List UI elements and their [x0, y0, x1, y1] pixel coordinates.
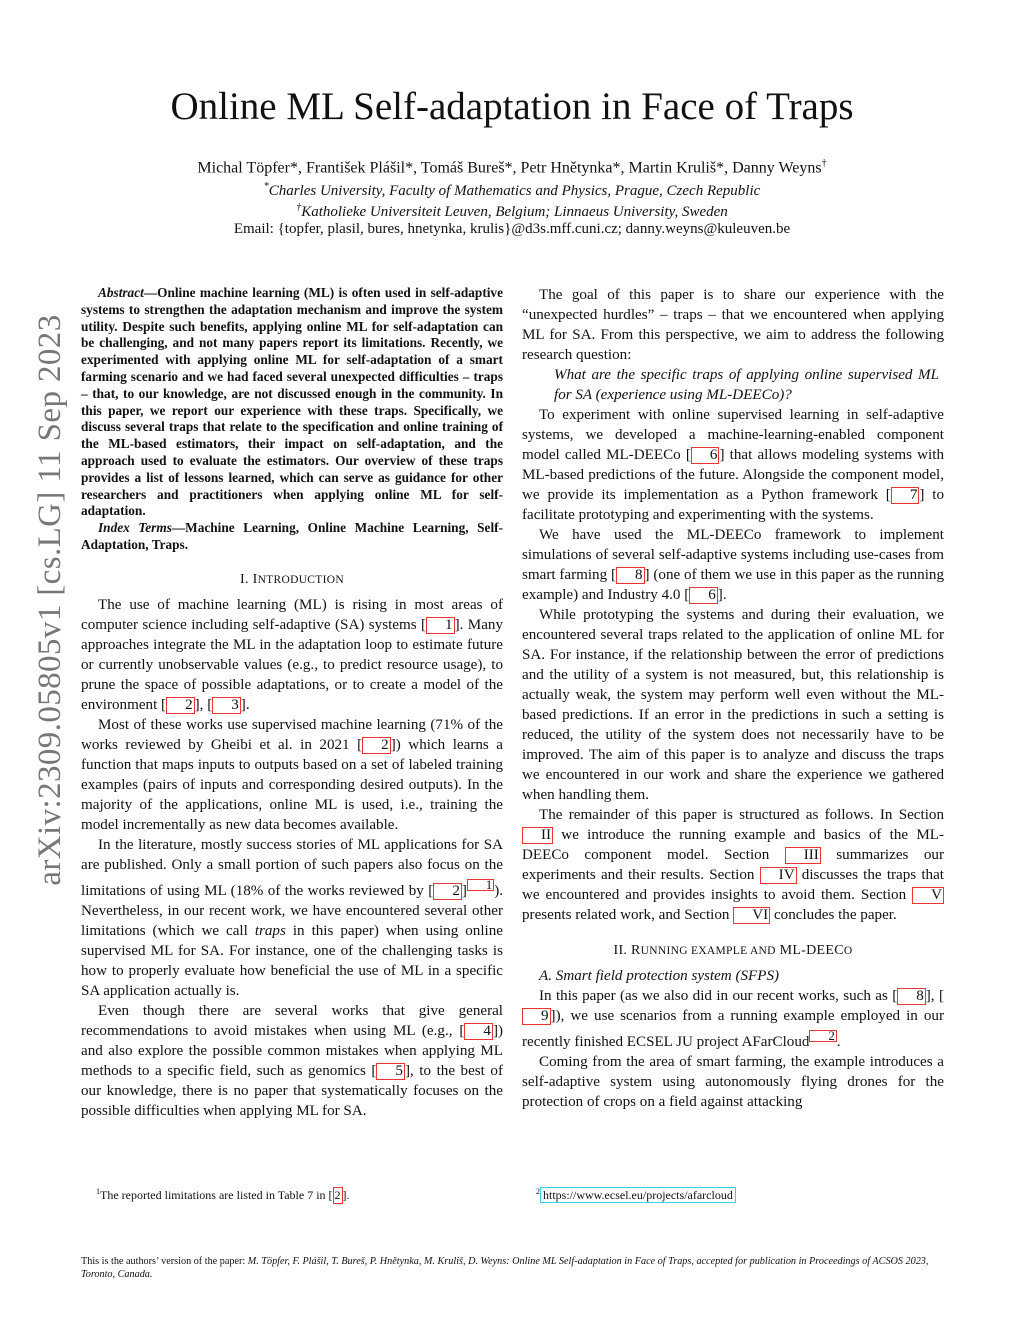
abstract: [81, 285, 503, 520]
citation-link[interactable]: 5: [376, 1063, 405, 1080]
citation-link[interactable]: 1: [426, 617, 455, 634]
text-run: discusses the traps that we encountered and provides insights to avoid them. Section: [522, 867, 944, 903]
author-emails: Email: {topfer, plasil, bures, hnetynka, krulis}@d3s.mff.cuni.cz; danny.weyns@kuleuven.be: [233, 221, 791, 237]
affiliation-2-mark: †: [296, 202, 302, 213]
citation-link[interactable]: 2: [433, 883, 462, 900]
text-run: ]. Many approaches integrate the ML in the adaptation loop to estimate future or currently unobservable values (e.g., to predict resource usage), to prune the space of possible adaptations, or to create a model of the environment [: [81, 616, 504, 713]
intro-paragraph-4: [81, 1001, 503, 1121]
text-run: ]) which learns a function that maps inputs to outputs based on a set of labeled training examples (pairs of inputs and corresponding desired outputs). In the majority of the applications, online ML is used, i.e., training the model incrementally as new data becomes available.: [81, 736, 503, 833]
text-run: The use of machine learning (ML) is rising in most areas of computer science including self-adaptive (SA) systems [: [81, 596, 503, 633]
note-lead: This is the authors’ version of the paper:: [81, 1256, 248, 1267]
text-run: .: [836, 1034, 841, 1051]
author-names: Michal Töpfer*, František Plášil*, Tomáš Bureš*, Petr Hnětynka*, Martin Kruliš*, Danny Weyns: [197, 159, 822, 177]
index-terms: [81, 520, 503, 554]
right-paragraph-4: While prototyping the systems and during their evaluation, we encountered several traps related to the application of online ML for SA. For instance, if the relationship between the error of predictions and the utility of a system is not measured, but, this relationship is actually weak, the system may perform well even without the ML-based predictions. If an error in the predictions in such a setting is reduced, the utility of the system does not necessarily have to be improved. The aim of this paper is to analyze and discuss the traps we encountered in our work and share the experience we gathered when handling them.: [522, 607, 944, 803]
citation-link[interactable]: 4: [464, 1023, 493, 1040]
footnote-link[interactable]: 1: [467, 879, 494, 891]
author-dagger: †: [821, 158, 827, 169]
intro-paragraph-3: In the literature, mostly success stories of ML applications for SA are published. Only a small portion of such papers also focus on the limitations of using ML (18% of the works reviewed by [ 2 ] $^1$ ). Nevertheless, in our recent work, we have encountered several other limitations (which we call traps in this paper) when using online supervised ML for SA. For instance, one of the challenging tasks is how to properly evaluate how beneficial the use of ML in a specific SA application actually is.: [81, 836, 503, 999]
footnote-1-mark: 1: [96, 1187, 100, 1196]
section-heading-running-example: [522, 941, 944, 961]
research-question: What are the specific traps of applying online supervised ML for SA (experience using ML-DEECo)?: [554, 367, 939, 403]
text-run: ] to facilitate prototyping and experimenting with the systems.: [522, 487, 944, 523]
right-paragraph-5: [522, 805, 944, 925]
index-terms-text: —Machine Learning, Online Machine Learning, Self-Adaptation, Traps.: [81, 520, 503, 552]
section-2-title-b: ML-DEEC: [775, 943, 844, 958]
section-1-title: NTRODUCTION: [257, 573, 344, 586]
right-paragraph-3: [522, 525, 944, 605]
text-run: ], to the best of our knowledge, there is no paper that systematically focuses on the possible difficulties when applying ML for SA.: [81, 1062, 503, 1119]
footnote-link[interactable]: 2: [809, 1030, 836, 1042]
arxiv-identifier-text: arXiv:2309.05805v1 [cs.LG] 11 Sep 2023: [32, 314, 68, 886]
text-run: presents related work, and Section: [522, 907, 734, 923]
section-2-title-a: UNNING EXAMPLE AND: [640, 945, 776, 957]
citation-link[interactable]: 6: [691, 447, 720, 464]
text-run: we introduce the running example and basics of the ML-DEECo component model. Section: [522, 827, 944, 863]
citation-link[interactable]: 6: [689, 587, 718, 604]
section-link[interactable]: III: [785, 847, 821, 864]
index-terms-label: Index Terms: [98, 520, 172, 536]
text-run: ] (one of them we use in this paper as the running example) and Industry 4.0 [: [522, 567, 944, 603]
right-paragraph-7: Coming from the area of smart farming, the example introduces a self-adaptive system using autonomously flying drones for the protection of crops on a field against attacking: [522, 1054, 944, 1111]
authors-version-note: [81, 1255, 943, 1281]
text-run: ], [: [194, 696, 213, 713]
text-run: The remainder of this paper is structured as follows. In Section: [539, 807, 944, 823]
section-2-number: II. R: [613, 943, 641, 958]
footnote-1-end: ].: [342, 1188, 350, 1202]
affiliation-1-text: Charles University, Faculty of Mathematics and Physics, Prague, Czech Republic: [268, 183, 761, 199]
text-run: We have used the ML-DEECo framework to implement simulations of several self-adaptive systems including use-cases from smart farming [: [522, 527, 944, 583]
intro-paragraph-1: [81, 595, 503, 715]
abstract-text: —Online machine learning (ML) is often used in self-adaptive systems to strengthen the adaptation mechanism and improve the system utility. Despite such benefits, applying online ML for self-adaptation can be challenging, and not many papers report its limitations. Recently, we experimented with applying online ML for self-adaptation of a smart farming scenario and we had faced several unexpected difficulties – traps – that, to our knowledge, are not discussed enough in the community. In this paper, we report our experience with these traps. Specifically, we discuss several traps that relate to the specification and online training of the ML-based estimators, their impact on self-adaptation, and the approach used to evaluate the estimators. Our overview of these traps provides a list of lessons learned, which can serve as guidance for other researchers and practitioners when applying online ML for self-adaptation.: [81, 285, 503, 519]
arxiv-identifier: [25, 250, 75, 950]
citation-link[interactable]: 9: [522, 1008, 551, 1025]
section-link[interactable]: II: [522, 827, 553, 844]
section-link[interactable]: VI: [733, 907, 770, 924]
abstract-label: Abstract: [98, 285, 144, 300]
goal-paragraph: The goal of this paper is to share our experience with the “unexpected hurdles” – traps – that we encountered when applying ML for SA. From this perspective, we aim to address the following research question:: [522, 287, 944, 363]
right-column: [522, 285, 944, 1112]
text-run: ] that allows modeling systems with ML-based predictions of the future. Alongside the component model, we provide its implementation as a Python framework [: [522, 447, 944, 503]
section-1-number: I. I: [240, 571, 258, 587]
text-run: ], [: [925, 988, 944, 1004]
text-run: To experiment with online supervised learning in self-adaptive systems, we developed a machine-learning-enabled component model called ML-DEECo [: [522, 407, 944, 463]
text-run: ].: [240, 696, 250, 713]
text-run: In the literature, mostly success stories of ML applications for SA are published. Only a small portion of such papers also focus on the limitations of using ML (18% of the works reviewed by [: [81, 836, 503, 899]
affiliation-2-text: Katholieke Universiteit Leuven, Belgium; Linnaeus University, Sweden: [301, 204, 728, 220]
subsection-heading-sfps: A. Smart field protection system (SFPS): [539, 968, 780, 984]
intro-paragraph-2: [81, 715, 503, 835]
text-run: ). Nevertheless, in our recent work, we have encountered several other limitations (which we call: [81, 882, 503, 939]
citation-link[interactable]: 7: [891, 487, 920, 504]
citation-link[interactable]: 8: [897, 988, 926, 1005]
text-run: In this paper (as we also did in our recent works, such as [: [539, 988, 898, 1004]
citation-link[interactable]: 2: [362, 737, 391, 754]
text-run: ]) and also explore the possible common mistakes when applying ML methods to a specific field, such as genomics [: [81, 1022, 503, 1079]
citation-link[interactable]: 3: [212, 697, 241, 714]
footnote-1-text: The reported limitations are listed in Table 7 in [: [100, 1188, 333, 1202]
right-paragraph-2: [522, 405, 944, 525]
affiliation-1-mark: *: [263, 181, 269, 192]
text-run: Even though there are several works that give general recommendations to avoid mistakes when using ML (e.g., [: [81, 1002, 503, 1039]
footnote-1: [96, 1184, 350, 1204]
emphasis-traps: traps: [254, 922, 286, 939]
citation-link[interactable]: 2: [166, 697, 195, 714]
note-citation: M. Töpfer, F. Plášil, T. Bureš, P. Hnětynka, M. Kruliš, D. Weyns: Online ML Self-adaptation in Face of Traps, accepted for publication in Proceedings of ACSOS 2023, Toronto, Canada.: [81, 1256, 929, 1280]
text-run: in this paper) when using online supervised ML for SA. For instance, one of the challenging tasks is how to properly evaluate how beneficial the use of ML in a specific SA application actually is.: [81, 922, 503, 999]
section-2-title-c: O: [843, 945, 853, 957]
citation-link[interactable]: 8: [616, 567, 645, 584]
text-run: Most of these works use supervised machine learning (71% of the works reviewed by Gheibi et al. in 2021 [: [81, 716, 503, 753]
section-heading-introduction: [81, 570, 503, 590]
text-run: concludes the paper.: [770, 907, 897, 923]
footnote-2: [536, 1184, 736, 1203]
paper-title: Online ML Self-adaptation in Face of Traps: [170, 85, 854, 128]
left-column: [81, 285, 503, 1121]
section-link[interactable]: IV: [760, 867, 797, 884]
footnote-2-url-link[interactable]: https://www.ecsel.eu/projects/afarcloud: [540, 1187, 736, 1203]
text-run: ]), we use scenarios from a running example employed in our recently finished ECSEL JU project AFarCloud: [522, 1008, 944, 1051]
section-link[interactable]: V: [912, 887, 944, 904]
text-run: ].: [717, 587, 727, 603]
citation-link[interactable]: 2: [334, 1188, 341, 1202]
right-paragraph-6: [522, 986, 944, 1052]
text-run: summarizes our experiments and their results. Section: [522, 847, 945, 883]
footnote-2-mark: 2: [536, 1187, 540, 1196]
